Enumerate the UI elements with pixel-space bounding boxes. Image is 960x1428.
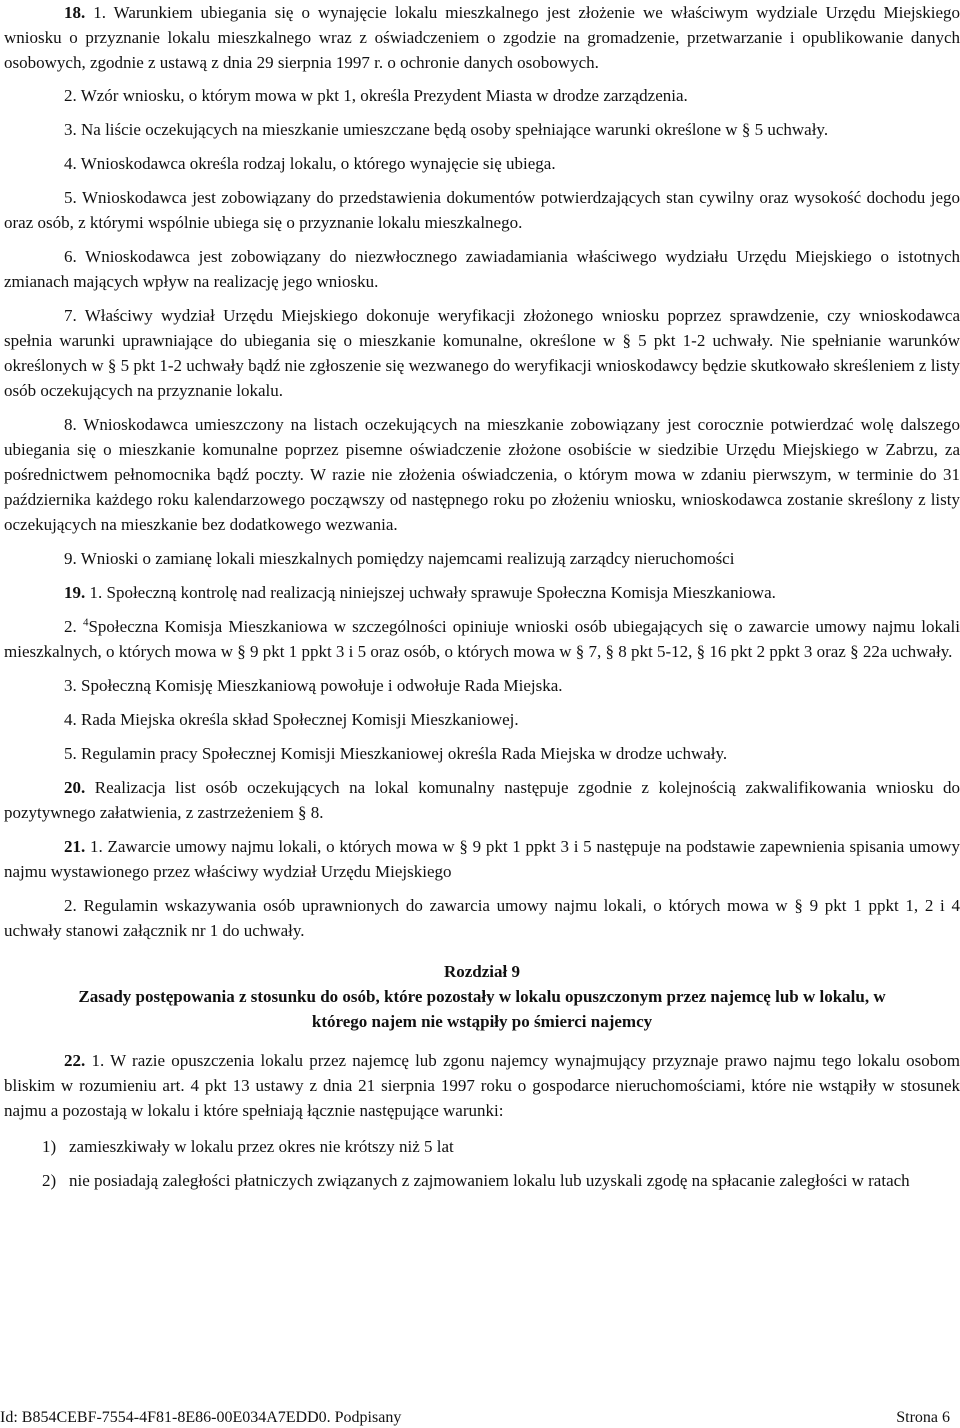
- paragraph-18-7: 7. Właściwy wydział Urzędu Miejskiego dokonuje weryfikacji złożonego wniosku poprzez sprawdzenie, czy wnioskodawca spełnia warunki uprawniające do ubiegania się o mieszkanie komunalne, określone w § 5 pkt 1-2 uchwały. Nie spełnianie warunków określonych w § 5 pkt 1-2 uchwały bądź nie zgłoszenie się wezwanego do weryfikacji wnioskodawcy będzie skutkowało skreśleniem z listy osób oczekujących na przyznanie lokalu.: [4, 306, 960, 400]
- text-19-2: Społeczna Komisja Mieszkaniowa w szczególności opiniuje wnioski osób ubiegających się o zawarcie umowy najmu lokali mieszkalnych, o których mowa w § 9 pkt 1 ppkt 3 i 5 oraz osób, o których mowa w § 7, § 8 pkt 5-12, § 16 pkt 2 ppkt 3 oraz § 22a uchwały.: [4, 617, 960, 661]
- text-20: Realizacja list osób oczekujących na lokal komunalny następuje zgodnie z kolejnością zakwalifikowania wniosku do pozytywnego załatwienia, z zastrzeżeniem § 8.: [4, 778, 960, 822]
- list-item-text: nie posiadają zaległości płatniczych związanych z zajmowaniem lokalu lub uzyskali zgodę na spłacanie zaległości w ratach: [69, 1171, 910, 1190]
- document-body: [4, 0, 960, 1193]
- paragraph-18-5: 5. Wnioskodawca jest zobowiązany do przedstawienia dokumentów potwierdzających stan cywilny oraz wysokość dochodu jego oraz osób, z którymi wspólnie ubiega się o przyznanie lokalu mieszkalnego.: [4, 188, 960, 232]
- section-number-22: 22.: [64, 1051, 86, 1070]
- list-item-number: 2): [42, 1171, 57, 1190]
- chapter-label: Rozdział 9: [443, 962, 521, 981]
- paragraph-18-1: [4, 0, 960, 75]
- chapter-title: Zasady postępowania z stosunku do osób, które pozostały w lokalu opuszczonym przez najemcę lub w lokalu, w którego najem nie wstąpiły po śmierci najemcy: [78, 987, 886, 1031]
- document-id: Id: B854CEBF-7554-4F81-8E86-00E034A7EDD0. Podpisany: [0, 1409, 402, 1426]
- paragraph-19-2: [4, 614, 960, 664]
- paragraph-19-4: 4. Rada Miejska określa skład Społecznej Komisji Mieszkaniowej.: [64, 710, 519, 729]
- section-number-21: 21.: [64, 837, 86, 856]
- paragraph-21-1: [4, 834, 960, 884]
- text-19-1: 1. Społeczną kontrolę nad realizacją niniejszej uchwały sprawuje Społeczna Komisja Mieszkaniowa.: [89, 583, 776, 602]
- list-item-text: zamieszkiwały w lokalu przez okres nie krótszy niż 5 lat: [69, 1137, 454, 1156]
- paragraph-18-9: 9. Wnioski o zamianę lokali mieszkalnych pomiędzy najemcami realizują zarządcy nieruchomości: [64, 549, 735, 568]
- text-18-1: 1. Warunkiem ubiegania się o wynajęcie lokalu mieszkalnego jest złożenie we właściwym wydziale Urzędu Miejskiego wniosku o przyznanie lokalu mieszkalnego wraz z oświadczeniem o zgodzie na gromadzenie, przetwarzanie i opublikowanie danych osobowych, zgodnie z ustawą z dnia 29 sierpnia 1997 r. o ochronie danych osobowych.: [4, 3, 960, 72]
- page-number: Strona 6: [896, 1409, 950, 1426]
- list-item: [4, 1134, 960, 1159]
- footnote-marker: 4: [82, 616, 89, 629]
- paragraph-22-1: [4, 1048, 960, 1123]
- paragraph-21-2: 2. Regulamin wskazywania osób uprawnionych do zawarcia umowy najmu lokali, o których mowa w § 9 pkt 1 ppkt 1, 2 i 4 uchwały stanowi załącznik nr 1 do uchwały.: [4, 896, 960, 940]
- section-number-20: 20.: [64, 778, 86, 797]
- section-number-19: 19.: [64, 583, 86, 602]
- text-22-1: 1. W razie opuszczenia lokalu przez najemcę lub zgonu najemcy wynajmujący przyznaje prawo najmu tego lokalu osobom bliskim w rozumieniu art. 4 pkt 13 ustawy z dnia 21 sierpnia 1997 roku o gospodarce nieruchomościami, które nie wstąpiły w stosunek najmu a pozostają w lokalu i które spełniają łącznie następujące warunki:: [4, 1051, 960, 1120]
- paragraph-19-1: [4, 580, 960, 605]
- paragraph-18-8: 8. Wnioskodawca umieszczony na listach oczekujących na mieszkanie zobowiązany jest corocznie potwierdzać wolę dalszego ubiegania się o mieszkanie komunalne poprzez pisemne oświadczenie złożone osobiście w siedzibie Urzędu Miejskiego w Zabrzu, za pośrednictwem pełnomocnika bądź poczty. W razie nie złożenia oświadczenia, o którym mowa w zdaniu pierwszym, w terminie do 31 października każdego roku kalendarzowego począwszy od następnego roku po złożeniu wniosku, wnioskodawca zostanie skreślony z listy oczekujących na mieszkanie bez dodatkowego wezwania.: [4, 415, 960, 534]
- paragraph-19-3: 3. Społeczną Komisję Mieszkaniową powołuje i odwołuje Rada Miejska.: [64, 676, 563, 695]
- paragraph-20: [4, 775, 960, 825]
- paragraph-18-6: 6. Wnioskodawca jest zobowiązany do niezwłocznego zawiadamiania właściwego wydziału Urzędu Miejskiego o istotnych zmianach mających wpływ na realizację jego wniosku.: [4, 247, 960, 291]
- paragraph-18-3: 3. Na liście oczekujących na mieszkanie umieszczane będą osoby spełniające warunki określone w § 5 uchwały.: [64, 120, 829, 139]
- paragraph-18-4: 4. Wnioskodawca określa rodzaj lokalu, o którego wynajęcie się ubiega.: [64, 154, 556, 173]
- paragraph-18-2: 2. Wzór wniosku, o którym mowa w pkt 1, określa Prezydent Miasta w drodze zarządzenia.: [64, 86, 688, 105]
- paragraph-19-5: 5. Regulamin pracy Społecznej Komisji Mieszkaniowej określa Rada Miejska w drodze uchwały.: [64, 744, 728, 763]
- list-item: [4, 1168, 960, 1193]
- text-21-1: 1. Zawarcie umowy najmu lokali, o których mowa w § 9 pkt 1 ppkt 3 i 5 następuje na podstawie zapewnienia spisania umowy najmu wystawionego przez właściwy wydział Urzędu Miejskiego: [4, 837, 960, 881]
- page-footer: [0, 1408, 950, 1428]
- list-item-number: 1): [42, 1137, 57, 1156]
- text-19-2-prefix: 2.: [64, 617, 83, 636]
- section-number-18: 18.: [64, 3, 86, 22]
